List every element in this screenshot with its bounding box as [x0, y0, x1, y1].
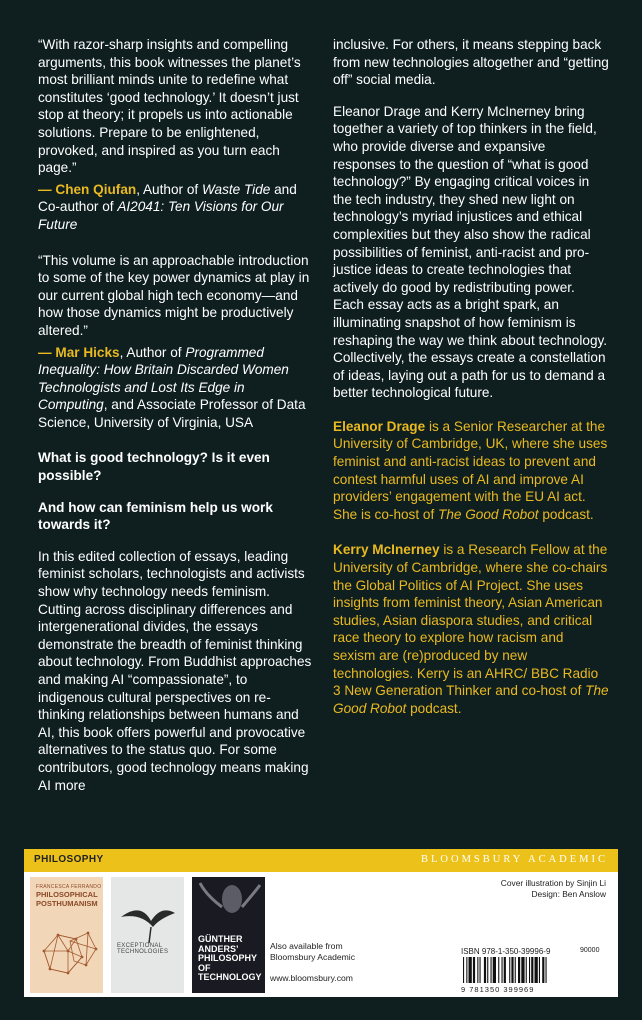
question-heading-2: And how can feminism help us work towards it? [38, 499, 273, 533]
barcode-bar [529, 957, 530, 983]
barcode [461, 957, 607, 983]
barcode-bar [484, 957, 486, 983]
barcode-bar [473, 957, 475, 983]
endorsement-quote-1: “With razor-sharp insights and compelling arguments, this book witnesses the planet’s most brilliant minds unite to redefine what constitutes ‘good technology.’ It doesn’t just stop at theory; it propels us into actionable solutions. Prepare to be enlightened, provoked, and inspired as you turn each page.” [38, 37, 301, 176]
also-available-text: Also available from Bloomsbury Academic [270, 941, 356, 962]
barcode-bar [521, 957, 524, 983]
barcode-bar [518, 957, 520, 983]
barcode-bar [531, 957, 533, 983]
geodesic-sculpture-illustration [30, 877, 103, 993]
blurb-paragraph-1: In this edited collection of essays, leading feminist scholars, technologists and activists show why technology needs feminism. Cutting across disciplinary differences and intergenerational divides, the essays demonstrate the breadth of feminist thinking about technology. From Buddhist approaches and making AI “compassionate”, to indigenous cultural perspectives on re-thinking relationships between humans and AI, this book offers powerful and provocative alternatives to the status quo. For some contributors, good technology means making AI more [38, 548, 312, 793]
related-book-cover-1: FRANCESCA FERRANDO PHILOSOPHICAL POSTHUMANISM [30, 877, 103, 993]
author-bio-eleanor-drage: Eleanor Drage is a Senior Researcher at the University of Cambridge, UK, where she uses feminist and anti-racist ideas to prevent and contest harmful uses of AI and improve AI providers’ engagement with the EU AI act. She is co-host of The Good Robot podcast. [333, 418, 608, 522]
barcode-bar [480, 957, 481, 983]
publisher-panel [24, 849, 618, 997]
barcode-bar [491, 957, 492, 983]
barcode-bar [515, 957, 516, 983]
endorsement-quote-2: “This volume is an approachable introduction to some of the key power dynamics at play in our current global high tech economy—and how those dynamics might be productively altered.” [38, 252, 310, 338]
blurb-paragraph-2: Eleanor Drage and Kerry McInerney bring together a variety of top thinkers in the field, who provide diverse and expansive responses to the question of “what is good technology?” By engaging critical voices in the tech industry, they shed new light on technology’s myriad injustices and ethical complexities but they also show the radical possibilities of feminist, anti-racist and pro-justice ideas to create technologies that actively do good by redistributing power. Each essay acts as a bright spark, an illuminating snapshot of how feminism is reshaping the way we think about technology. Collectively, the essays create a constellation of ideas, laying out a path for us to demand a better technological future. [333, 103, 608, 401]
cover-credits: Cover illustration by Sinjin Li Design: Ben Anslow [500, 878, 606, 899]
barcode-bar [477, 957, 478, 983]
barcode-bar [546, 957, 547, 983]
right-column [333, 36, 609, 717]
price-code: 90000 [580, 947, 600, 954]
isbn-label: ISBN 978-1-350-39996-9 [461, 947, 551, 956]
author-bio-kerry-mcinerney: Kerry McInerney is a Research Fellow at the University of Cambridge, where she co-chairs the Global Politics of AI Project. She uses insights from feminist theory, Asian American studies, Asian diaspora studies, and critical race theory to explore how racism and sexism are (re)produced by new technologies. Kerry is an AHRC/ BBC Radio 3 New Generation Thinker and co-host of The Good Robot podcast. [333, 542, 609, 716]
barcode-bar [466, 957, 467, 983]
related-book-cover-2: EXCEPTIONAL TECHNOLOGIES [111, 877, 184, 993]
endorsement-attribution-2: — Mar Hicks, Author of Programmed Inequality: How Britain Discarded Women Technologists and Lost Its Edge in Computing, and Associate Professor of Data Science, University of Virginia, USA [38, 344, 306, 430]
sculpture-illustration [111, 887, 184, 947]
subject-label: PHILOSOPHY [34, 854, 104, 865]
barcode-bar [539, 957, 540, 983]
barcode-bar [487, 957, 488, 983]
barcode-bar [493, 957, 496, 983]
subject-band [24, 849, 618, 872]
barcode-bar [463, 957, 464, 983]
barcode-bar [535, 957, 538, 983]
question-heading-1: What is good technology? Is it even possible? [38, 450, 270, 484]
endorser-name-2: Mar Hicks [55, 344, 120, 360]
related-book-cover-3: GÜNTHER ANDERS’ PHILOSOPHY OF TECHNOLOGY [192, 877, 265, 993]
barcode-bar [502, 957, 503, 983]
barcode-bar [542, 957, 544, 983]
figure-illustration [192, 877, 265, 933]
barcode-bar [526, 957, 527, 983]
barcode-bar [469, 957, 472, 983]
endorsement-attribution-1: — Chen Qiufan, Author of Waste Tide and Co-author of AI2041: Ten Visions for Our Future [38, 181, 297, 232]
barcode-bar [511, 957, 513, 983]
barcode-bar [498, 957, 499, 983]
barcode-bar [504, 957, 506, 983]
publisher-website: www.bloomsbury.com [270, 973, 353, 983]
blurb-continuation: inclusive. For others, it means stepping back from new technologies altogether and “getting off” social media. [333, 37, 609, 88]
endorser-name-1: Chen Qiufan [55, 181, 137, 197]
barcode-bar [509, 957, 510, 983]
publisher-name: BLOOMSBURY ACADEMIC [420, 854, 608, 865]
left-column [38, 36, 312, 794]
barcode-number: 9 781350 399969 [461, 985, 535, 994]
